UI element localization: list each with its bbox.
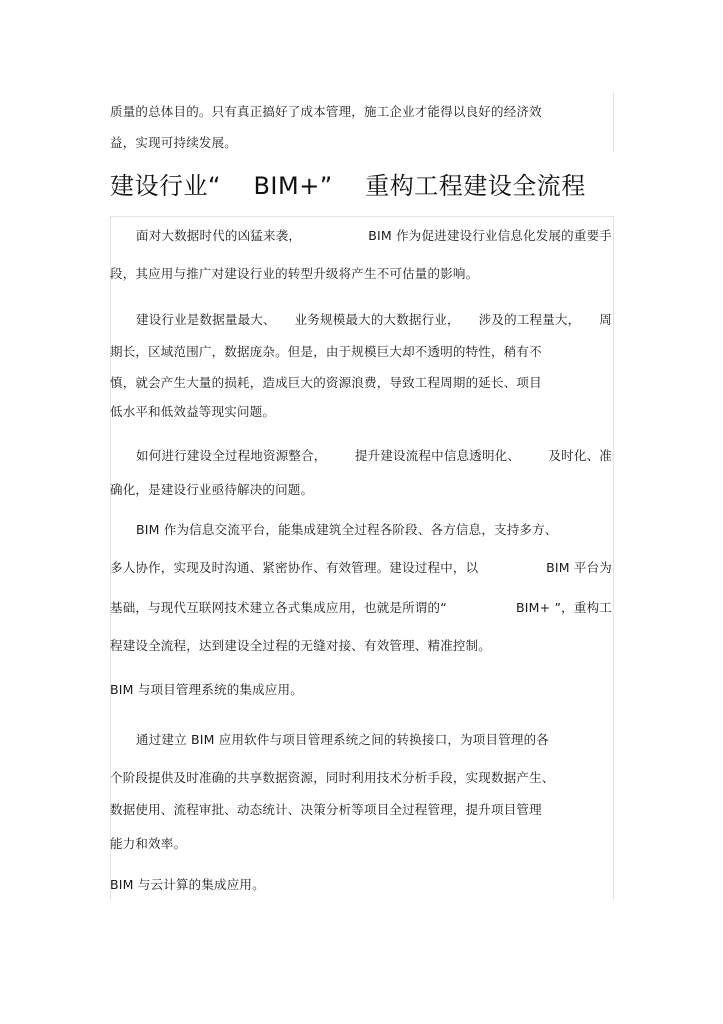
p1-line-1 <box>136 228 612 244</box>
p5-line-2: 个阶段提供及时准确的共享数据资源，同时利用技术分析手段，实现数据产生、 <box>110 770 555 785</box>
p2-line-1-seg-3: 涉及的工程量大， <box>478 312 581 327</box>
section-title: 建设行业“ BIM+” 重构工程建设全流程 <box>110 172 586 200</box>
p4-line-2 <box>110 560 612 576</box>
p4-line-3 <box>110 600 612 616</box>
intro-line-1: 质量的总体目的。只有真正搞好了成本管理，施工企业才能得以良好的经济效 <box>110 104 542 119</box>
p2-line-4: 低水平和低效益等现实问题。 <box>110 404 276 419</box>
p3-line-1 <box>136 448 612 464</box>
p1-line-1-seg-1: 面对大数据时代的凶猛来袭， <box>136 228 302 243</box>
right-margin-rule-top <box>613 92 614 152</box>
intro-line-2: 益，实现可持续发展。 <box>110 135 238 150</box>
p3-line-2: 确化，是建设行业亟待解决的问题。 <box>110 482 314 497</box>
p2-line-2: 期长，区域范围广，数据庞杂。但是，由于规模巨大却不透明的特性，稍有不 <box>110 344 542 359</box>
subheading-project-management: BIM 与项目管理系统的集成应用。 <box>110 682 303 697</box>
p1-line-2: 段，其应用与推广对建设行业的转型升级将产生不可估量的影响。 <box>110 266 479 281</box>
p2-line-1-seg-2: 业务规模最大的大数据行业， <box>294 312 460 327</box>
p2-line-1 <box>136 312 612 328</box>
p3-line-1-seg-3: 及时化、准 <box>548 448 612 463</box>
subheading-cloud-computing: BIM 与云计算的集成应用。 <box>110 877 265 892</box>
p4-line-1: BIM 作为信息交流平台，能集成建筑全过程各阶段、各方信息，支持多方、 <box>136 522 558 537</box>
p2-line-1-seg-4: 周 <box>599 312 612 327</box>
p1-line-1-seg-2: BIM 作为促进建设行业信息化发展的重要手 <box>368 228 612 243</box>
p5-line-1: 通过建立 BIM 应用软件与项目管理系统之间的转换接口，为项目管理的各 <box>136 732 549 747</box>
p4-line-2-seg-1: 多人协作，实现及时沟通、紧密协作、有效管理。建设过程中，以 <box>110 560 479 575</box>
p2-line-3: 慎，就会产生大量的损耗，造成巨大的资源浪费，导致工程周期的延长、项目 <box>110 375 542 390</box>
p3-line-1-seg-1: 如何进行建设全过程地资源整合， <box>136 448 327 463</box>
p4-line-2-seg-2: BIM 平台为 <box>546 560 612 575</box>
p2-line-1-seg-1: 建设行业是数据量最大、 <box>136 312 276 327</box>
p5-line-3: 数据使用、流程审批、动态统计、决策分析等项目全过程管理，提升项目管理 <box>110 802 542 817</box>
left-margin-rule <box>110 216 111 900</box>
p4-line-3-seg-2: BIM+ ”，重构工 <box>516 600 612 615</box>
body-top-rule <box>110 216 613 217</box>
p4-line-3-seg-1: 基础，与现代互联网技术建立各式集成应用，也就是所谓的“ <box>110 600 447 615</box>
p3-line-1-seg-2: 提升建设流程中信息透明化、 <box>354 448 521 463</box>
p5-line-4: 能力和效率。 <box>110 836 187 851</box>
right-margin-rule <box>613 216 614 900</box>
p4-line-4: 程建设全流程，达到建设全过程的无缝对接、有效管理、精准控制。 <box>110 638 492 653</box>
